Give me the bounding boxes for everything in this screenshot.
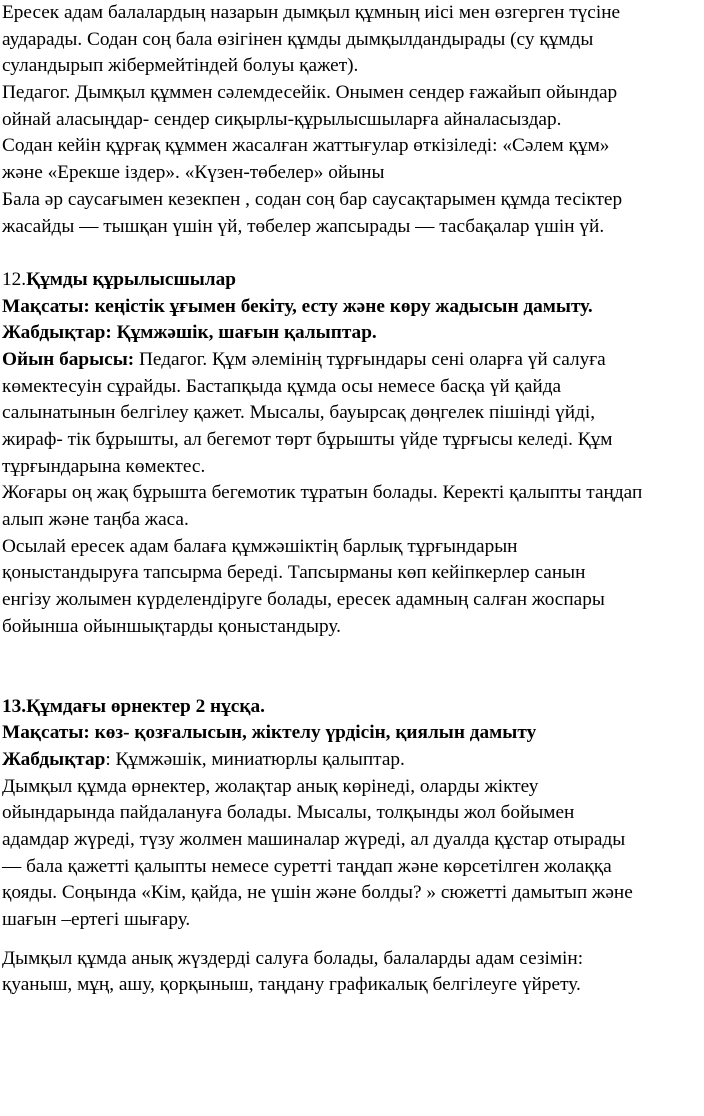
intro-paragraph bbox=[0, 0, 704, 240]
text-line: Содан кейін құрғақ құммен жасалған жаттығулар өткізіледі: «Сәлем құм» bbox=[2, 135, 610, 157]
section-number: 12. bbox=[2, 268, 27, 290]
text-line: Ересек адам балалардың назарын дымқыл құмның иісі мен өзгерген түсіне bbox=[2, 2, 621, 23]
section-title: Құмды құрылысшылар bbox=[26, 268, 236, 290]
section-goal: Мақсаты: көз- қозғалысын, жіктелу үрдісін, қиялын дамыту bbox=[2, 722, 537, 744]
section-13 bbox=[0, 694, 704, 1000]
text-line: Дымқыл құмда анық жүздерді салуға болады, балаларды адам сезімін: bbox=[2, 947, 584, 969]
text-line: адамдар жүреді, түзу жолмен машиналар жүреді, ал дуалда құстар отырады bbox=[2, 828, 626, 850]
game-label: Ойын барысы: bbox=[2, 348, 135, 370]
section-heading bbox=[0, 267, 704, 294]
text-line: Бала әр саусағымен кезекпен , содан соң бар саусақтарымен құмда тесіктер bbox=[2, 188, 623, 210]
text-line: тұрғындарына көмектес. bbox=[2, 455, 206, 477]
spacer bbox=[0, 934, 704, 946]
equipment-label: Жабдықтар bbox=[2, 748, 106, 770]
text-line: — бала қажетті қалыпты немесе суретті таңдап және көрсетілген жолаққа bbox=[2, 855, 612, 877]
text-line: және «Ерекше іздер». «Күзен-төбелер» ойыны bbox=[2, 162, 385, 184]
text-line: көмектесуін сұрайды. Бастапқыда құмда осы немесе басқа үй қайда bbox=[2, 375, 562, 397]
text-line: ойындарында пайдалануға болады. Мысалы, толқынды жол бойымен bbox=[2, 802, 575, 824]
section-goal: Мақсаты: кеңістік ұғымен бекіту, есту және көру жадысын дамыту. bbox=[2, 295, 593, 317]
text-line: ойнай аласыңдар- сендер сиқырлы-құрылысшыларға айналасыздар. bbox=[2, 108, 562, 130]
text-line: салынатынын белгілеу қажет. Мысалы, бауырсақ дөңгелек пішінді үйді, bbox=[2, 402, 596, 424]
text-line: Педагог. Дымқыл құммен сәлемдесейік. Онымен сендер ғажайып ойындар bbox=[2, 82, 618, 104]
text-line: бойынша ойыншықтарды қоныстандыру. bbox=[2, 615, 341, 637]
text-line: Дымқыл құмда өрнектер, жолақтар анық көрінеді, оларды жіктеу bbox=[2, 775, 539, 797]
equipment-text: : Құмжәшік, миниатюрлы қалыптар. bbox=[105, 748, 405, 770]
text-line: алып және таңба жаса. bbox=[2, 509, 189, 531]
section-equipment: Жабдықтар: Құмжәшік, шағын қалыптар. bbox=[2, 322, 377, 344]
spacer bbox=[0, 240, 704, 267]
text-line: жираф- тік бұрышты, ал бегемот төрт бұрышты үйде тұрғысы келеді. Құм bbox=[2, 429, 613, 450]
text-line: енгізу жолымен күрделендіруге болады, ересек адамның салған жоспары bbox=[2, 589, 605, 611]
text-line: суландырып жібермейтіндей болуы қажет). bbox=[2, 55, 359, 77]
game-line bbox=[0, 347, 704, 374]
game-text: Педагог. Құм әлемінің тұрғындары сені оларға үй салуға bbox=[134, 348, 606, 370]
text-line: шағын –ертегі шығару. bbox=[2, 909, 191, 930]
spacer bbox=[0, 641, 704, 694]
text-line: аударады. Содан соң бала өзігінен құмды дымқылдандырады (су құмды bbox=[2, 28, 594, 50]
text-line: қояды. Соңында «Кім, қайда, не үшін және болды? » сюжетті дамытып және bbox=[2, 882, 633, 904]
text-line: Жоғары оң жақ бұрышта бегемотик тұратын болады. Керекті қалыпты таңдап bbox=[2, 482, 643, 504]
section-title: 13.Құмдағы өрнектер 2 нұсқа. bbox=[2, 695, 265, 717]
section-equipment bbox=[0, 747, 704, 774]
text-line: қуаныш, мұң, ашу, қорқыныш, таңдану графикалық белгілеуге үйрету. bbox=[2, 974, 581, 996]
text-line: Осылай ересек адам балаға құмжәшіктің барлық тұрғындарын bbox=[2, 535, 518, 557]
text-line: қоныстандыруға тапсырма береді. Тапсырманы көп кейіпкерлер санын bbox=[2, 562, 586, 584]
text-line: жасайды — тышқан үшін үй, төбелер жапсырады — тасбақалар үшін үй. bbox=[2, 215, 605, 237]
section-12 bbox=[0, 267, 704, 641]
